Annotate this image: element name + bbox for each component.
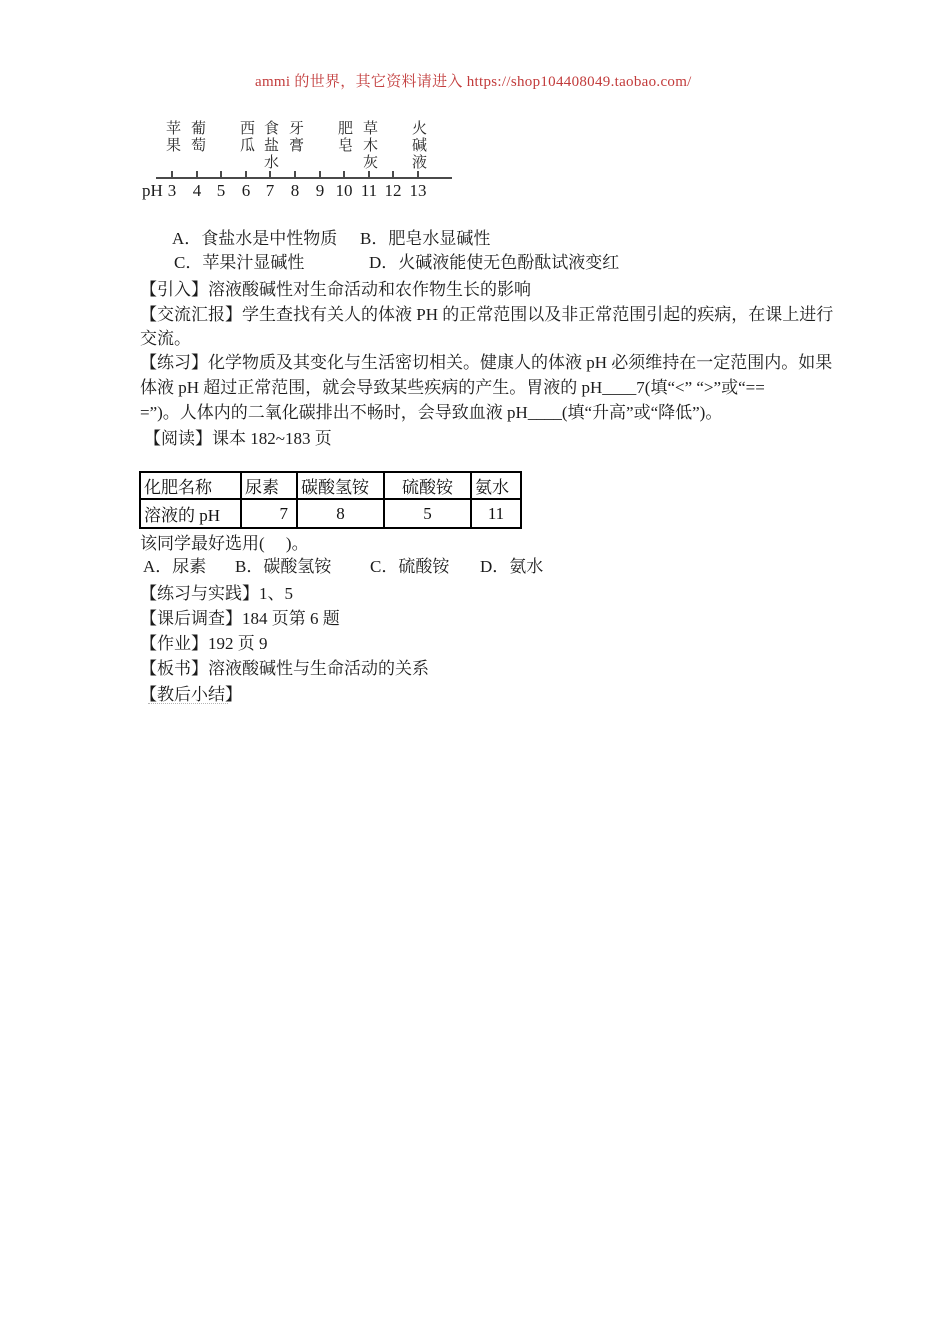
watermark-text: ammi 的世界，其它资料请进入 https://shop104408049.taobao.com/: [255, 74, 692, 90]
table-value-row: [140, 499, 521, 528]
ph-substance-label-soap: 肥皂: [336, 120, 352, 154]
survey-line: 【课后调查】184 页第 6 题: [140, 609, 340, 628]
q1-option-c: C．苹果汁显碱性: [174, 253, 305, 272]
ph-tick-mark: [368, 171, 370, 178]
ph-axis-label: pH: [142, 181, 163, 200]
ph-tick-mark: [294, 171, 296, 178]
ph-tick-mark: [171, 171, 173, 178]
table-header-ammonium-sulfate: 硫酸铵: [384, 472, 471, 499]
ph-tick-mark: [417, 171, 419, 178]
q1-option-b: B．肥皂水显碱性: [360, 229, 491, 248]
ph-substance-label-caustic-soda: 火碱液: [410, 120, 426, 171]
ph-tick-number: 13: [409, 181, 427, 200]
table-value-urea: 7: [241, 499, 297, 528]
ph-tick-mark: [392, 171, 394, 178]
ph-axis-line: [156, 177, 452, 179]
table-header-name: 化肥名称: [140, 472, 241, 499]
ph-tick-number: 6: [241, 181, 251, 200]
ph-tick-mark: [343, 171, 345, 178]
board-writing-line: 【板书】溶液酸碱性与生命活动的关系: [140, 659, 429, 678]
ph-substance-label-grape: 葡萄: [189, 120, 205, 154]
fertilizer-ph-table: [139, 471, 522, 529]
q1-option-d: D．火碱液能使无色酚酞试液变红: [369, 253, 620, 272]
table-value-ammonium-sulfate: 5: [384, 499, 471, 528]
table-row-label: 溶液的 pH: [140, 499, 241, 528]
intro-line: 【引入】溶液酸碱性对生命活动和农作物生长的影响: [140, 280, 531, 299]
exercise-line-3: =”)。人体内的二氧化碳排出不畅时，会导致血液 pH____(填“升高”或“降低”)。: [140, 403, 723, 422]
q2-option-c: C．硫酸铵: [370, 557, 450, 576]
ph-tick-number: 8: [290, 181, 300, 200]
ph-tick-mark: [196, 171, 198, 178]
ph-tick-mark: [269, 171, 271, 178]
ph-substance-label-saltwater: 食盐水: [262, 120, 278, 171]
ph-tick-mark: [220, 171, 222, 178]
q2-option-b: B．碳酸氢铵: [235, 557, 332, 576]
ph-scale-diagram: [0, 105, 950, 205]
ph-substance-label-watermelon: 西瓜: [238, 120, 254, 154]
table-header-ammonium-bicarbonate: 碳酸氢铵: [297, 472, 384, 499]
table-value-ammonium-bicarbonate: 8: [297, 499, 384, 528]
table-header-row: [140, 472, 521, 499]
ph-tick-mark: [319, 171, 321, 178]
discussion-line-2: 交流。: [140, 329, 191, 348]
q1-option-a: A．食盐水是中性物质: [172, 229, 338, 248]
discussion-line-1: 【交流汇报】学生查找有关人的体液 PH 的正常范围以及非正常范围引起的疾病，在课上进行: [140, 305, 834, 324]
q2-prompt: 该同学最好选用( )。: [140, 534, 309, 553]
ph-tick-number: 5: [216, 181, 226, 200]
q2-option-d: D．氨水: [480, 557, 544, 576]
exercise-line-2: 体液 pH 超过正常范围，就会导致某些疾病的产生。胃液的 pH____7(填“<” “>”或“==: [140, 378, 765, 397]
ph-tick-number: 12: [384, 181, 402, 200]
ph-substance-label-plant-ash: 草木灰: [361, 120, 377, 171]
ph-tick-number: 11: [360, 181, 378, 200]
reading-line: 【阅读】课本 182~183 页: [144, 429, 332, 448]
table-header-urea: 尿素: [241, 472, 297, 499]
scan-artifact-dotted-line: [148, 703, 228, 704]
homework-line: 【作业】192 页 9: [140, 634, 268, 653]
ph-tick-mark: [245, 171, 247, 178]
ph-tick-number: 3: [167, 181, 177, 200]
ph-tick-number: 10: [335, 181, 353, 200]
ph-substance-label-toothpaste: 牙膏: [287, 120, 303, 154]
ph-tick-number: 4: [192, 181, 202, 200]
table-header-ammonia: 氨水: [471, 472, 521, 499]
table-value-ammonia: 11: [471, 499, 521, 528]
ph-tick-number: 9: [315, 181, 325, 200]
q2-option-a: A．尿素: [143, 557, 207, 576]
ph-substance-label-apple: 苹果: [164, 120, 180, 154]
post-lesson-summary-line: 【教后小结】: [140, 685, 242, 704]
exercise-line-1: 【练习】化学物质及其变化与生活密切相关。健康人的体液 pH 必须维持在一定范围内。如果: [140, 353, 833, 372]
practice-line: 【练习与实践】1、5: [140, 584, 293, 603]
ph-tick-number: 7: [265, 181, 275, 200]
